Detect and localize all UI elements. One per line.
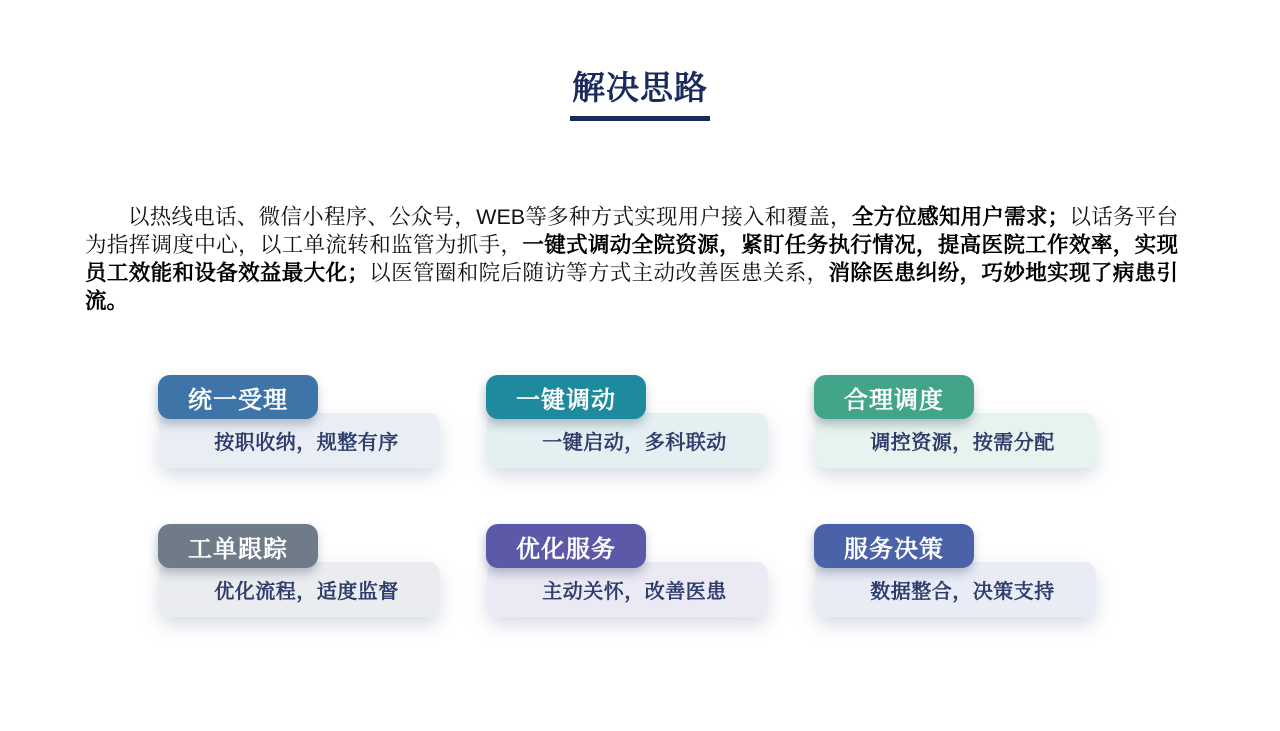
intro-segment: 以话务平台为指挥调度中心，以工单流转和监管为抓手， [85, 205, 1178, 257]
card-description: 主动关怀，改善医患 [487, 562, 768, 617]
card-description: 按职收纳，规整有序 [159, 413, 440, 468]
solution-card [487, 375, 768, 468]
solution-card [159, 524, 440, 617]
solution-card [159, 375, 440, 468]
intro-paragraph [85, 203, 1178, 315]
cards-grid [159, 375, 1096, 617]
solution-card [815, 375, 1096, 468]
card-header-tab: 合理调度 [814, 375, 974, 419]
card-header-tab: 服务决策 [814, 524, 974, 568]
intro-segment: 以热线电话、微信小程序、公众号，WEB等多种方式实现用户接入和覆盖， [128, 205, 852, 229]
card-description: 优化流程，适度监督 [159, 562, 440, 617]
intro-segment-bold: 全方位感知用户需求； [851, 205, 1070, 229]
title-area [0, 62, 1280, 121]
card-description: 数据整合，决策支持 [815, 562, 1096, 617]
intro-segment-bold: 一键式调动全院资源，紧盯任务执行情况，提高医院工作效率，实现员工效能和设备效益最大化； [85, 233, 1178, 285]
card-description: 一键启动，多科联动 [487, 413, 768, 468]
card-description: 调控资源，按需分配 [815, 413, 1096, 468]
card-header-tab: 工单跟踪 [158, 524, 318, 568]
card-header-tab: 统一受理 [158, 375, 318, 419]
card-header-tab: 优化服务 [486, 524, 646, 568]
intro-segment: 以医管圈和院后随访等方式主动改善医患关系， [368, 261, 829, 285]
page-title: 解决思路 [570, 62, 710, 121]
solution-card [815, 524, 1096, 617]
card-header-tab: 一键调动 [486, 375, 646, 419]
solution-card [487, 524, 768, 617]
intro-segment-bold: 消除医患纠纷，巧妙地实现了病患引流。 [85, 261, 1178, 313]
